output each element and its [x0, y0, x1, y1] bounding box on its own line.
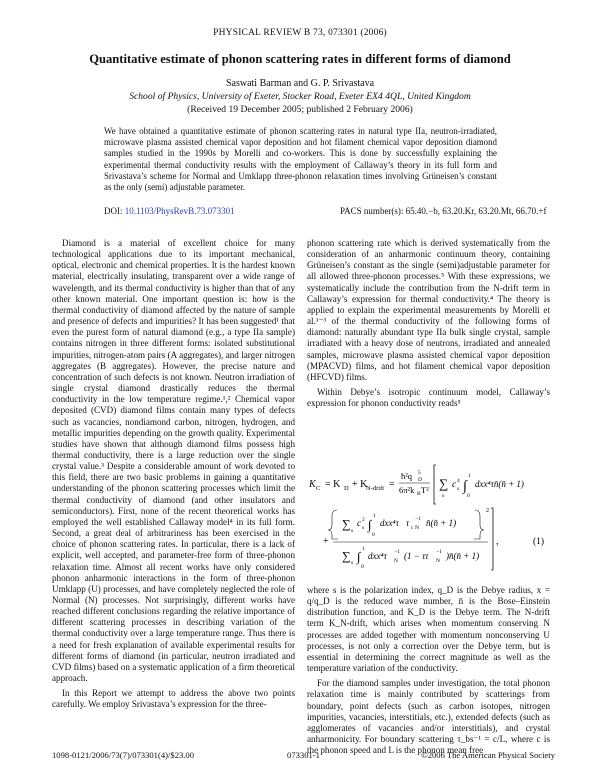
doi-label: DOI:: [104, 206, 123, 216]
eq-num-int: ∫: [368, 517, 372, 532]
paragraph: where s is the polarization index, q_D is the Debye radius, x = q/q_D is the reduced wave number, n̄ is the Bose–Einstein distribution function, and K_D is the Debye term. The N-drift term K_N-drift, which arises when momentum conserving N processes are added together with momentum nonconserving U processes, is not only a correction over the Debye term, but is essential in determining the correct magnitude as well as the temperature variation of the conductivity.: [307, 585, 550, 674]
eq-eq2: =: [389, 479, 395, 490]
eq-den-tau-sup1: −1: [394, 549, 400, 555]
eq-num-sum-sub: s: [351, 528, 354, 534]
eq-prefactor-num-sup: 5: [418, 470, 421, 476]
eq-prefactor-den-tail: T²: [421, 485, 429, 495]
eq-den-sum-sub: s: [351, 560, 354, 566]
eq-eq1: = K: [325, 479, 341, 490]
authors: Saswati Barman and G. P. Srivastava: [225, 78, 375, 89]
eq-num-square: 2: [486, 508, 489, 514]
abstract: We have obtained a quantitative estimate of phonon scattering rates in natural type IIa, neutron-irradiated, microwave plasma assisted chemical vapor deposition and hot filament chemical vapor deposition diamond samples studied in the 1990s by Morelli and co-workers. This is done by successfully explaining the experimental thermal conductivity results with the employment of Callaway’s theory in its full form and Srivastava’s scheme for Normal and Umklapp three-phonon relaxation times involving Grüneisen’s constant as the only (semi) adjustable parameter.: [104, 126, 497, 193]
right-column-top: [307, 238, 550, 409]
eq-sum1-c-sub: s: [457, 486, 460, 492]
eq-den-tau-sub2: N: [436, 558, 440, 564]
right-column-bottom: [307, 585, 550, 756]
eq-prefactor-den: 6π²k: [399, 485, 415, 495]
eq-num-c: c: [357, 519, 362, 529]
eq-num-c-sub: s: [362, 525, 365, 531]
eq-eq1-sub: D: [344, 485, 349, 492]
affiliation: School of Physics, University of Exeter, Stocker Road, Exeter EX4 4QL, United Kingdom: [129, 91, 471, 102]
eq-num-integrand-end: n̄(n̄ + 1): [426, 518, 457, 528]
eq-num-integrand: dxx⁴τ: [380, 518, 399, 528]
eq-plus2: +: [323, 536, 329, 547]
eq-sum1-c: c: [452, 480, 457, 490]
eq-number: (1): [533, 537, 545, 547]
eq-sum1-sub: s: [442, 493, 445, 499]
eq-plus1-sub: N-drift: [366, 485, 385, 492]
pacs-numbers: PACS number(s): 65.40.−b, 63.20.Kr, 63.20.Mt, 66.70.+f: [340, 206, 547, 216]
eq-left-brace: [328, 510, 338, 539]
eq-prefactor-num-sub: D: [418, 477, 422, 483]
running-head: PHYSICAL REVIEW B 73, 073301 (2006): [213, 28, 387, 38]
eq-plus1: + K: [352, 479, 368, 490]
eq-num-int-lower: 0: [372, 532, 375, 538]
paragraph: Diamond is a material of excellent choice for many technological applications due to its important mechanical, optical, electronic and chemical properties. It is the hardest known material, electrically insulating, transparent over a wide range of wavelength, and its thermal conductivity is higher than that of any other known material. One important question is: how is the thermal conductivity of diamond affected by the nature of sample and presence of defects and impurities? It has been suggested¹ that even the purest form of natural diamond (e.g., a type IIa sample) contains nitrogen in three different forms: isolated substitutional impurities, nitrogen-atom pairs (A aggregates), and larger nitrogen aggregates (B aggregates). However, the precise nature and concentration of such defects is not known. Neutron irradiation of single crystal diamond drastically reduces the thermal conductivity in the low temperature regime.¹,² Chemical vapor deposited (CVD) diamond films contain many types of defects such as vacancies, nondiamond carbon, nitrogen, hydrogen, and metallic impurities depending on the growth quality. Experimental studies have shown that although diamond films possess high thermal conductivity, there is a large reduction over the single crystal value.³ Despite a considerable amount of work devoted to this field, there are two basic problems in gaining a quantitative understanding of the phonon scattering processes which limit the thermal conductivity of diamond (and other insulators and semiconductors). First, none of the recent theoretical works has employed the well established Callaway model⁴ in its full form. Second, a great deal of arbitrariness has been exercised in the choice of phonon scattering rates. In particular, there is a lack of explicit, well accepted, and parameter-free form of three-phonon relaxation time. Almost all recent works have only considered phonon anharmonic interactions in the form of three-phonon Umklapp (U) processes, and have completely neglected the role of Normal (N) processes. Not surprisingly, different works have reached different conclusions regarding the relative importance of different scattering processes in describing variation of the thermal conductivity over a large temperature range. Thus there is a need for fresh explanation of available experimental results for different forms of diamond (in particular, neutron irradiated and CVD films) based on a systematic application of a firm theoretical approach.: [52, 238, 295, 684]
equation-svg: [305, 462, 555, 580]
eq-num-tau-sub2: N: [415, 525, 419, 531]
footer-right: ©2006 The American Physical Society: [421, 750, 555, 760]
doi-link[interactable]: 10.1103/PhysRevB.73.073301: [124, 206, 235, 216]
eq-den-int-lower: 0: [361, 564, 364, 570]
eq-left-bracket: [434, 465, 436, 504]
eq-int1-lower: 0: [467, 493, 470, 499]
eq-sum1-c-sup: 4: [457, 478, 460, 484]
eq-num-tau-sub1: c: [411, 525, 414, 531]
eq-den-int: ∫: [357, 549, 361, 564]
eq-right-brace: [474, 510, 484, 539]
footer-left: 1098-0121/2006/73(7)/073301(4)/$23.00: [52, 750, 195, 760]
paragraph: For the diamond samples under investigation, the total phonon relaxation time is mainly contributed by scatterings from boundary, point defects (such as carbon isotopes, nitrogen impurities, vacancies, interstitials, etc.), extended defects (such as agglomerates of vacancies and/or interstitials), and crystal anharmonicity. For boundary scattering τ_bs⁻¹ = c/L, where c is the phonon speed and L is the phonon mean free: [307, 678, 550, 756]
paragraph: phonon scattering rate which is derived systematically from the consideration of an anharmonic continuum theory, containing Grüneisen’s constant as the single (semi)adjustable parameter for all allowed three-phonon processes.⁵ With these expressions, we systematically include the contribution from the N-drift term in Callaway’s expression for thermal conductivity.⁴ The theory is applied to explain the experimental measurements by Morelli et al.¹⁻³ of the thermal conductivity of the following forms of diamond: naturally abundant type IIa bulk single crystal, sample irradiated with a heavy dose of neutrons, irradiated and annealed samples, microwave plasma assisted chemical vapor deposition (MPACVD) films, and hot filament chemical vapor deposition (HFCVD) films.: [307, 238, 550, 382]
eq-den-paren: (1 − ττ: [404, 551, 429, 561]
doi-line: [104, 206, 235, 216]
eq-int1: ∫: [463, 479, 467, 494]
eq-right-bracket: [491, 508, 493, 570]
eq-den-int-upper: 1: [362, 546, 365, 552]
eq-num-int-upper: 1: [373, 513, 376, 519]
eq-num-integrand-tail: τ: [406, 518, 410, 528]
eq-den-tau-sub1: N: [394, 558, 398, 564]
eq-num-tau-sup2: −1: [415, 516, 421, 522]
eq-trail: ,: [496, 536, 499, 547]
eq-den-integrand: dxx⁴τ: [368, 551, 387, 561]
eq-num-sum: ∑: [342, 517, 351, 531]
paragraph: Within Debye’s isotropic continuum model, Callaway’s expression for phonon conductivity reads⁵: [307, 387, 550, 409]
equation-1: [305, 462, 555, 580]
footer-center: 073301-1: [287, 750, 320, 760]
eq-den-tau-sup2: −1: [436, 549, 442, 555]
eq-prefactor-num: ħ²q: [401, 471, 413, 481]
eq-num-c-sup: 2: [362, 517, 365, 523]
eq-sum1: ∑: [439, 476, 449, 491]
eq-den-end: )n̄(n̄ + 1): [446, 551, 480, 561]
eq-integrand1: dxx⁴τn̄(n̄ + 1): [475, 479, 524, 489]
eq-int1-upper: 1: [468, 473, 471, 479]
paragraph: In this Report we attempt to address the above two points carefully. We employ Srivastava’s expression for the three-: [52, 688, 295, 710]
eq-lhs-sub: C: [316, 485, 321, 492]
eq-den-sum: ∑: [342, 549, 351, 563]
received-dates: (Received 19 December 2005; published 2 February 2006): [187, 104, 413, 115]
article-title: Quantitative estimate of phonon scattering rates in different forms of diamond: [89, 52, 511, 66]
eq-lhs: K: [309, 479, 316, 490]
left-column: [52, 238, 295, 738]
eq-prefactor-den-sub: B: [417, 491, 421, 497]
